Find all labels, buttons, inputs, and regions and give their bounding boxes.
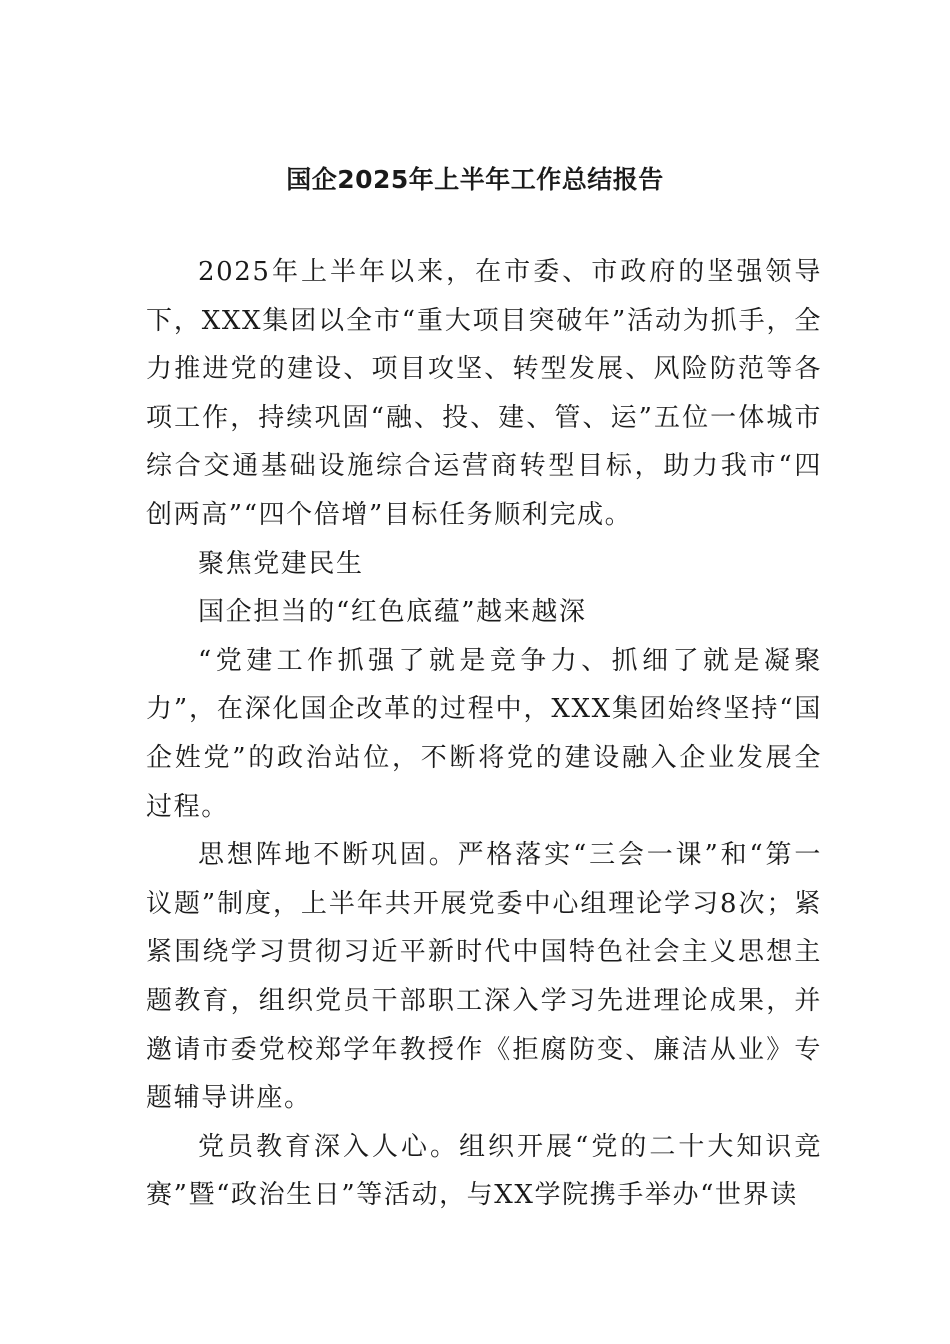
document-title: 国企2025年上半年工作总结报告	[286, 165, 664, 194]
document-body	[146, 248, 822, 1220]
paragraph-intro: 2025年上半年以来，在市委、市政府的坚强领导下，XXX集团以全市“重大项目突破年”活动为抓手，全力推进党的建设、项目攻坚、转型发展、风险防范等各项工作，持续巩固“融、投、建、管、运”五位一体城市综合交通基础设施综合运营商转型目标，助力我市“四创两高”“四个倍增”目标任务顺利完成。	[146, 257, 822, 530]
paragraph-party-building: “党建工作抓强了就是竞争力、抓细了就是凝聚力”，在深化国企改革的过程中，XXX集团始终坚持“国企姓党”的政治站位，不断将党的建设融入企业发展全过程。	[146, 645, 822, 822]
section-heading: 聚焦党建民生	[198, 548, 364, 579]
paragraph-ideology: 思想阵地不断巩固。严格落实“三会一课”和“第一议题”制度，上半年共开展党委中心组理论学习8次；紧紧围绕学习贯彻习近平新时代中国特色社会主义思想主题教育，组织党员干部职工深入学习先进理论成果，并邀请市委党校郑学年教授作《拒腐防变、廉洁从业》专题辅导讲座。	[146, 840, 822, 1114]
paragraph-education: 党员教育深入人心。组织开展“党的二十大知识竞赛”暨“政治生日”等活动，与XX学院携手举办“世界读	[146, 1131, 822, 1211]
section-subheading: 国企担当的“红色底蕴”越来越深	[198, 597, 587, 628]
